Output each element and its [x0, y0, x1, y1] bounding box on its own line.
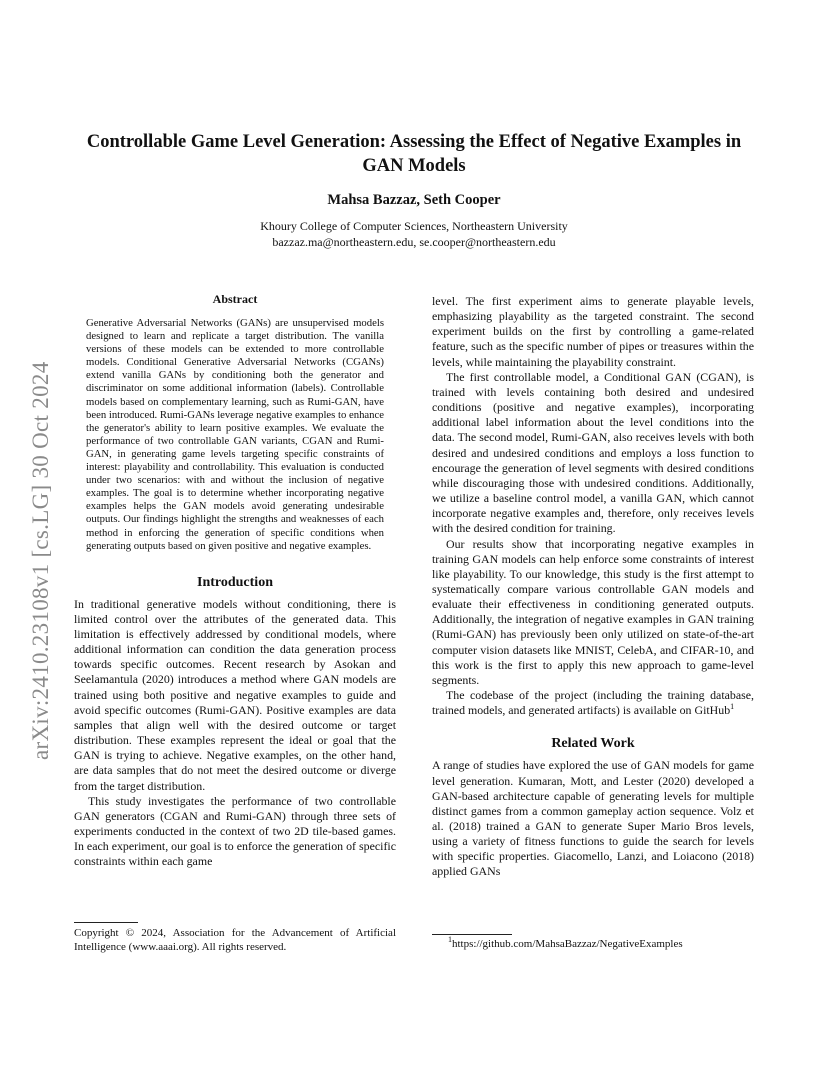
right-footer-rule [432, 934, 512, 935]
related-work-paragraph-1: A range of studies have explored the use of GAN models for game level generation. Kumaran, Mott, and Lester (2020) developed a GAN-based architecture capable of generating levels for multiple distinct games from a common gameplay action sequence. Volz et al. (2018) trained a GAN to generate Super Mario Bros levels, using a variety of fitness functions to guide the search for levels with specific properties. Giacomello, Lanzi, and Loiacono (2018) applied GANs [432, 758, 754, 879]
paper-authors: Mahsa Bazzaz, Seth Cooper [327, 192, 501, 208]
arxiv-stamp-container [26, 290, 52, 760]
arxiv-stamp: arXiv:2410.23108v1 [cs.LG] 30 Oct 2024 [28, 361, 53, 760]
abstract-text: Generative Adversarial Networks (GANs) are unsupervised models designed to learn and replicate a target distribution. The vanilla versions of these models can be extended to more controllable models. Conditional Generative Adversarial Networks (CGANs) extend vanilla GANs by conditioning both the generator and discriminator on some additional information (labels). Controllable models based on complementary learning, such as Rumi-GAN, have been introduced. Rumi-GANs leverage negative examples to enhance the generator's ability to learn positive examples. We evaluate the performance of two controllable GAN variants, CGAN and Rumi-GAN, in generating game levels targeting specific constraints of interest: playability and controllability. This evaluation is conducted under two scenarios: with and without the inclusion of negative examples. The goal is to determine whether incorporating negative examples helps the GAN models avoid generating undesirable outputs. Our findings highlight the strengths and weaknesses of each method in enforcing the generation of specific conditions when generating outputs based on given positive and negative examples. [86, 317, 384, 552]
intro-paragraph-1: In traditional generative models without conditioning, there is limited control over the attributes of the generated data. This limitation is effectively addressed by conditional models, where additional information can condition the data generation process towards specific outcomes. Recent research by Asokan and Seelamantula (2020) introduces a method where GAN models are trained using both positive and negative examples to guide and avoid specific outcomes (Rumi-GAN). Positive examples are data samples that align well with the desired outcome or target distribution. These examples represent the ideal or goal that the GAN is trying to achieve. Negative examples, on the other hand, are data samples that do not meet the desired outcome or diverge from the target distribution. [74, 596, 396, 793]
left-footer-rule [74, 922, 138, 923]
footnote-reference: 1 [730, 702, 735, 712]
intro-paragraph-3: The first controllable model, a Conditional GAN (CGAN), is trained with levels containing both desired and undesired conditions (positive and negative examples), incorporating additional label information about the level conditions into the data. The second model, Rumi-GAN, also receives levels with both desired and undesired conditions and employs a loss function to encourage the generation of level segments with desired conditions while discouraging those with undesired conditions. Additionally, we utilize a baseline control model, a vanilla GAN, which cannot incorporate negative examples and, therefore, only receives levels with the desired condition for training. [432, 369, 754, 536]
footnote-mark: 1 [448, 935, 452, 945]
intro-paragraph-4: Our results show that incorporating negative examples in training GAN models can help enforce some constraints of interest like playability. To our knowledge, this study is the first attempt to systematically compare various controllable GAN models and evaluate their effectiveness in conditioning generated outputs. Additionally, the integration of negative examples in GAN training (Rumi-GAN) has previously been only utilized on state-of-the-art computer vision datasets like MNIST, CelebA, and CIFAR-10, and this work is the first to apply this new approach to game-level segments. [432, 536, 754, 687]
introduction-heading: Introduction [197, 574, 273, 590]
copyright-notice: Copyright © 2024, Association for the Advancement of Artificial Intelligence (www.aaai.org). All rights reserved. [74, 927, 396, 953]
paper-title: Controllable Game Level Generation: Assessing the Effect of Negative Examples in GAN Models [86, 132, 742, 176]
right-column [432, 294, 754, 880]
intro-paragraph-2-continued: level. The first experiment aims to generate playable levels, emphasizing playability as the targeted constraint. The second experiment builds on the first by controlling a game-related feature, such as the specific number of pipes or treasures within the levels, while maintaining the playability constraint. [432, 294, 754, 369]
abstract-heading: Abstract [212, 292, 258, 306]
footnote-url[interactable]: https://github.com/MahsaBazzaz/NegativeExamples [452, 938, 683, 950]
affiliation: Khoury College of Computer Sciences, Northeastern University [260, 219, 568, 233]
left-column [74, 292, 396, 870]
author-emails: bazzaz.ma@northeastern.edu, se.cooper@northeastern.edu [272, 235, 556, 249]
intro-paragraph-5-text: The codebase of the project (including the training database, trained models, and generated artifacts) is available on GitHub [432, 688, 754, 718]
footnote [432, 937, 754, 951]
related-work-heading: Related Work [551, 736, 635, 752]
intro-paragraph-2: This study investigates the performance of two controllable GAN generators (CGAN and Rumi-GAN) through three sets of experiments conducted in the context of two 2D tile-based games. In each experiment, our goal is to enforce the generation of specific constraints within each game [74, 793, 396, 869]
author-affiliation-block [70, 218, 758, 250]
intro-paragraph-5 [432, 688, 754, 718]
